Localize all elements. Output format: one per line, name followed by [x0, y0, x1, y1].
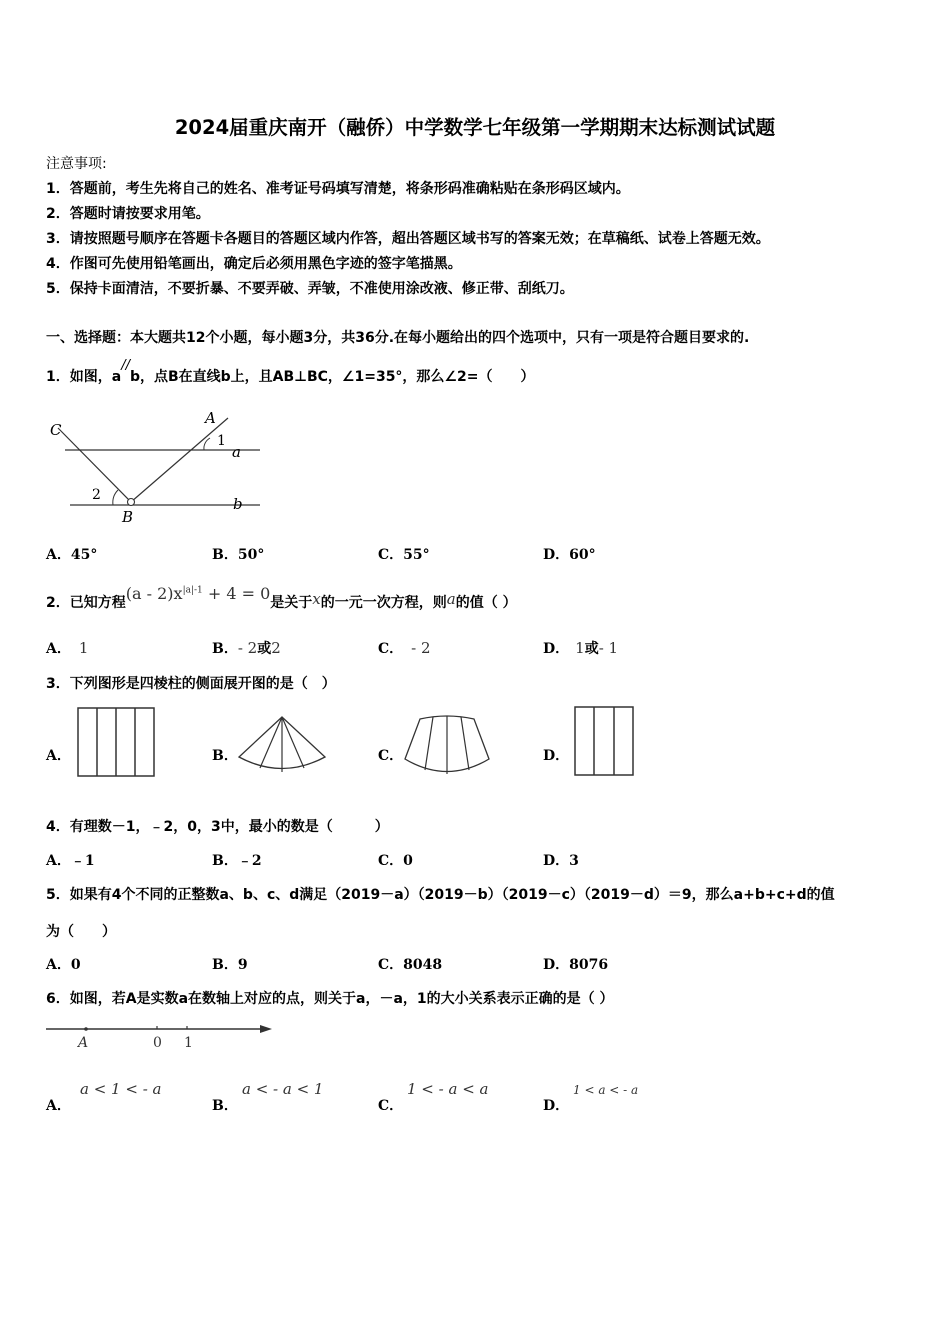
q6-option-b-label: B．: [212, 1098, 238, 1114]
option-label: C．: [378, 641, 404, 657]
q3-option-d-label: D．: [543, 748, 570, 764]
option-value: - 2: [237, 639, 258, 657]
q6-option-a-expr: a < 1 < - a: [80, 1080, 162, 1098]
q6-option-d-expr: 1 < a < - a: [573, 1083, 639, 1097]
q2-text-mid2: 的一元一次方程，则: [320, 595, 447, 611]
label-A: A: [205, 409, 216, 427]
option-value: 1: [575, 639, 585, 657]
q2-exponent: |a|-1: [182, 585, 203, 596]
q2-var-a: a: [446, 590, 456, 608]
question-6: 6．如图，若A是实数a在数轴上对应的点，则关于a，－a，1的大小关系表示正确的是（ ）: [46, 991, 614, 1007]
q3-option-a-label: A．: [46, 748, 71, 764]
q1-option-b: B．50°: [212, 547, 265, 563]
option-label: A．: [46, 641, 71, 657]
q2-text-post: 的值（ ）: [455, 595, 517, 611]
q6-option-d-label: D．: [543, 1098, 570, 1114]
question-5-line-1: 5．如果有4个不同的正整数a、b、c、d满足（2019－a）（2019－b）（2019－c）（2019－d）＝9，那么a+b+c+d的值: [46, 887, 835, 903]
q6-option-c-expr: 1 < - a < a: [407, 1080, 489, 1098]
option-label: B．: [212, 641, 238, 657]
label-a: a: [232, 443, 241, 461]
option-label: D．: [543, 641, 570, 657]
note-item: 5．保持卡面清洁，不要折暴、不要弄破、弄皱，不准使用涂改液、修正带、刮纸刀。: [46, 281, 574, 297]
label-C: C: [50, 421, 62, 439]
question-3: 3．下列图形是四棱柱的侧面展开图的是（ ）: [46, 676, 336, 692]
page-title: 2024届重庆南开（融侨）中学数学七年级第一学期期末达标测试试题: [174, 116, 776, 139]
axis-label-one: 1: [184, 1035, 193, 1051]
note-item: 2．答题时请按要求用笔。: [46, 206, 210, 222]
q3-option-b-label: B．: [212, 748, 238, 764]
question-5-line-2: 为（ ）: [46, 924, 116, 940]
q3-option-a-figure: [76, 706, 158, 778]
q2-option-a: [46, 638, 88, 658]
q2-equation-right: + 4 = 0: [202, 584, 271, 603]
q3-option-c-figure: [402, 714, 492, 778]
q1-text-pre: 1．如图，a: [46, 369, 122, 385]
q4-option-c: C．0: [378, 853, 413, 869]
q2-option-d: [543, 638, 618, 658]
q2-equation-left: (a - 2)x: [125, 584, 183, 603]
q2-text-pre: 2．已知方程: [46, 595, 126, 611]
label-angle-2: 2: [92, 487, 101, 503]
q2-option-c: [378, 638, 431, 658]
q3-option-b-figure: [236, 714, 328, 778]
section-heading: 一、选择题：本大题共12个小题，每小题3分，共36分.在每小题给出的四个选项中，只有一项是符合题目要求的.: [46, 330, 750, 346]
q1-option-d: D．60°: [543, 547, 596, 563]
option-or: 或: [584, 641, 599, 657]
q2-var-x: x: [312, 590, 321, 608]
q2-text-mid: 是关于: [270, 595, 313, 611]
q1-figure: [40, 405, 270, 530]
label-angle-1: 1: [217, 433, 226, 449]
question-4: 4．有理数－1，﹣2，0，3中，最小的数是（ ）: [46, 819, 389, 835]
q5-option-b: B．9: [212, 957, 248, 973]
axis-label-zero: 0: [153, 1035, 162, 1051]
q4-option-a: A．﹣1: [46, 853, 95, 869]
q4-option-d: D．3: [543, 853, 579, 869]
note-item: 4．作图可先使用铅笔画出，确定后必须用黑色字迹的签字笔描黑。: [46, 256, 462, 272]
option-value: - 1: [598, 639, 619, 657]
option-or: 或: [257, 641, 272, 657]
q6-option-c-label: C．: [378, 1098, 404, 1114]
q1-option-c: C．55°: [378, 547, 430, 563]
number-line: [44, 1018, 280, 1054]
option-value: 2: [271, 639, 281, 657]
note-item: 3．请按照题号顺序在答题卡各题目的答题区域内作答，超出答题区域书写的答案无效；在草稿纸、试卷上答题无效。: [46, 231, 770, 247]
q3-option-d-figure: [573, 705, 637, 777]
option-value: - 2: [411, 639, 431, 657]
label-B: B: [122, 508, 134, 526]
q5-option-c: C．8048: [378, 957, 443, 973]
q3-option-c-label: C．: [378, 748, 404, 764]
parallel-symbol: //: [121, 358, 130, 373]
q6-option-a-label: A．: [46, 1098, 71, 1114]
question-2: [46, 584, 517, 612]
q5-option-d: D．8076: [543, 957, 609, 973]
q2-option-b: [212, 638, 281, 658]
option-value: 1: [78, 639, 89, 657]
notes-header: 注意事项:: [46, 156, 107, 172]
note-item: 1．答题前，考生先将自己的姓名、准考证号码填写清楚，将条形码准确粘贴在条形码区域内。: [46, 181, 630, 197]
q5-option-a: A．0: [46, 957, 81, 973]
q1-option-a: A．45°: [46, 547, 98, 563]
question-1: [46, 358, 535, 386]
q1-text-post: b，点B在直线b上，且AB⊥BC，∠1=35°，那么∠2=（ ）: [129, 369, 535, 385]
q4-option-b: B．﹣2: [212, 853, 262, 869]
label-b: b: [233, 495, 243, 513]
axis-label-A: A: [78, 1035, 89, 1051]
q6-option-b-expr: a < - a < 1: [242, 1080, 324, 1098]
